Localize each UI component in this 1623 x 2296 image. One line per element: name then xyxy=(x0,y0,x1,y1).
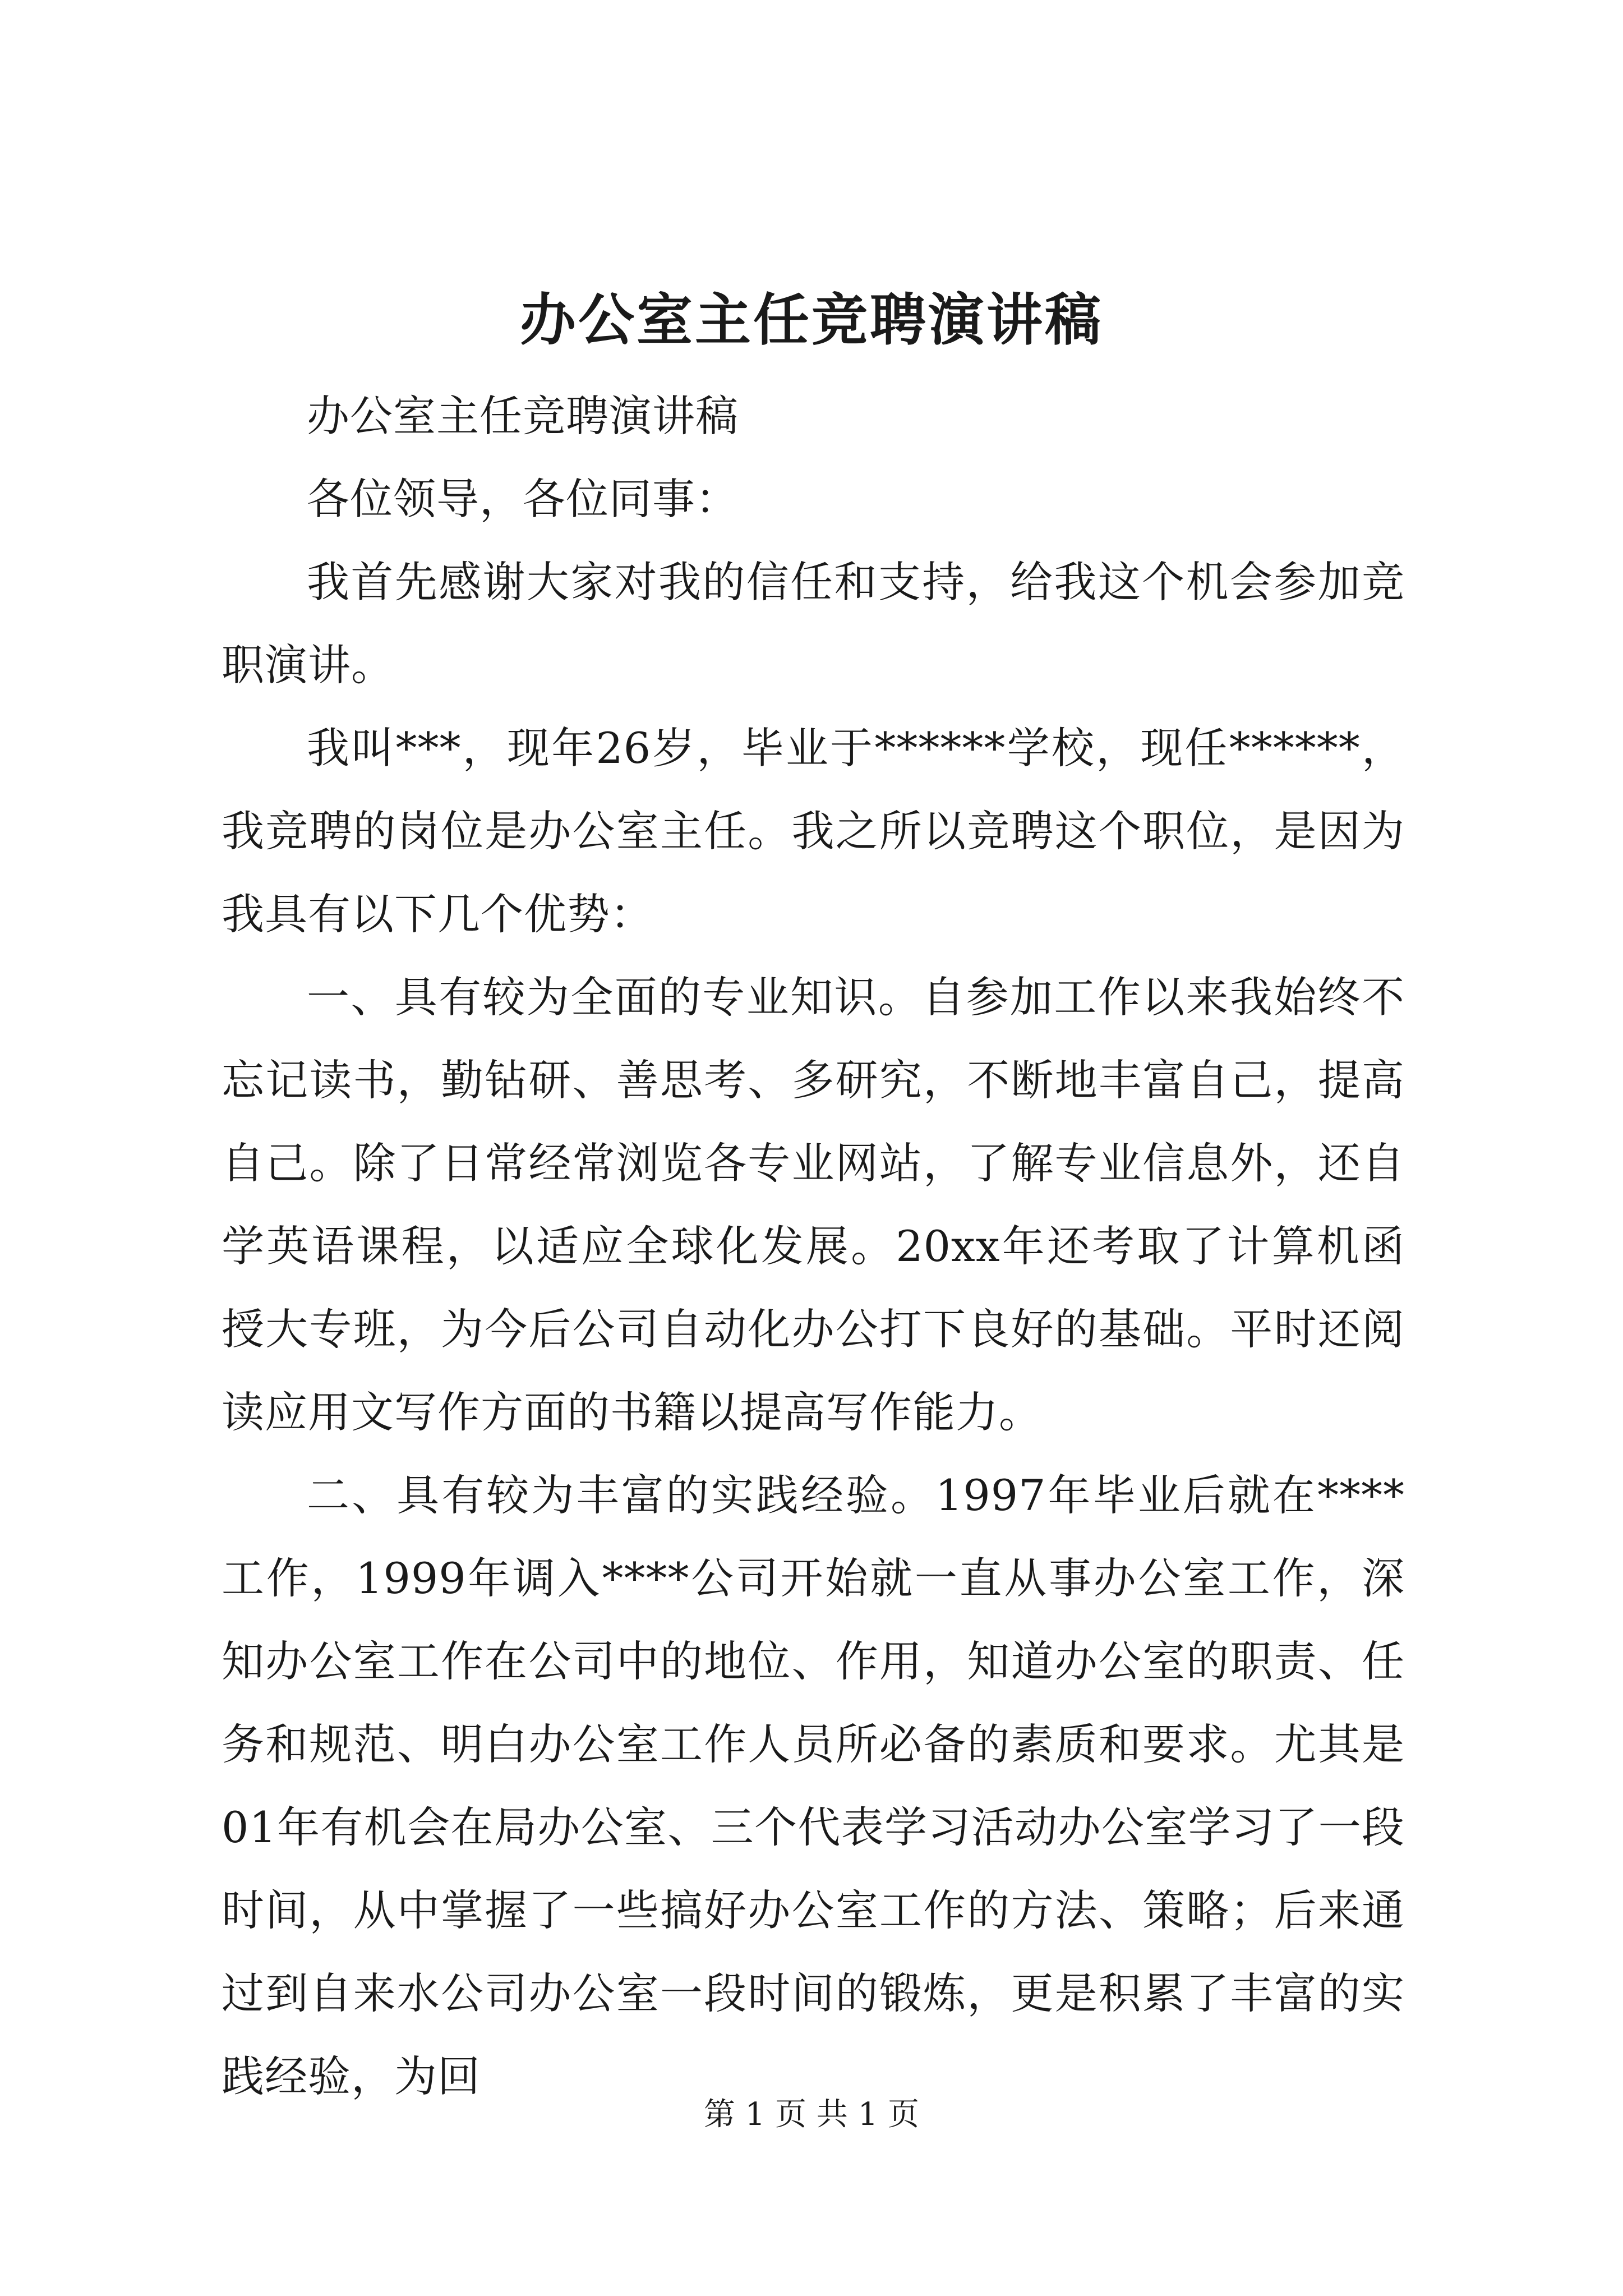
document-title: 办公室主任竞聘演讲稿 xyxy=(520,287,1103,353)
paragraph-introduction: 我叫***，现年26岁，毕业于******学校，现任******，我竞聘的岗位是办公室主任。我之所以竞聘这个职位，是因为我具有以下几个优势： xyxy=(222,723,1405,939)
paragraph-experience: 二、具有较为丰富的实践经验。1997年毕业后就在****工作，1999年调入****公司开始就一直从事办公室工作，深知办公室工作在公司中的地位、作用，知道办公室的职责、任务和规范、明白办公室工作人员所必备的素质和要求。尤其是01年有机会在局办公室、三个代表学习活动办公室学习了一段时间，从中掌握了一些搞好办公室工作的方法、策略；后来通过到自来水公司办公室一段时间的锻炼，更是积累了丰富的实践经验，为回 xyxy=(222,1470,1405,2101)
paragraph-salutation: 各位领导，各位同事： xyxy=(307,474,739,524)
paragraph-knowledge: 一、具有较为全面的专业知识。自参加工作以来我始终不忘记读书，勤钻研、善思考、多研究，不断地丰富自己，提高自己。除了日常经常浏览各专业网站，了解专业信息外，还自学英语课程，以适应全球化发展。20xx年还考取了计算机函授大专班，为今后公司自动化办公打下良好的基础。平时还阅读应用文写作方面的书籍以提高写作能力。 xyxy=(222,972,1405,1437)
paragraph-subtitle: 办公室主任竞聘演讲稿 xyxy=(307,391,739,441)
page-number-footer: 第 1 页 共 1 页 xyxy=(703,2096,920,2133)
paragraph-thanks: 我首先感谢大家对我的信任和支持，给我这个机会参加竞职演讲。 xyxy=(222,557,1405,690)
document-body xyxy=(222,375,1405,2118)
